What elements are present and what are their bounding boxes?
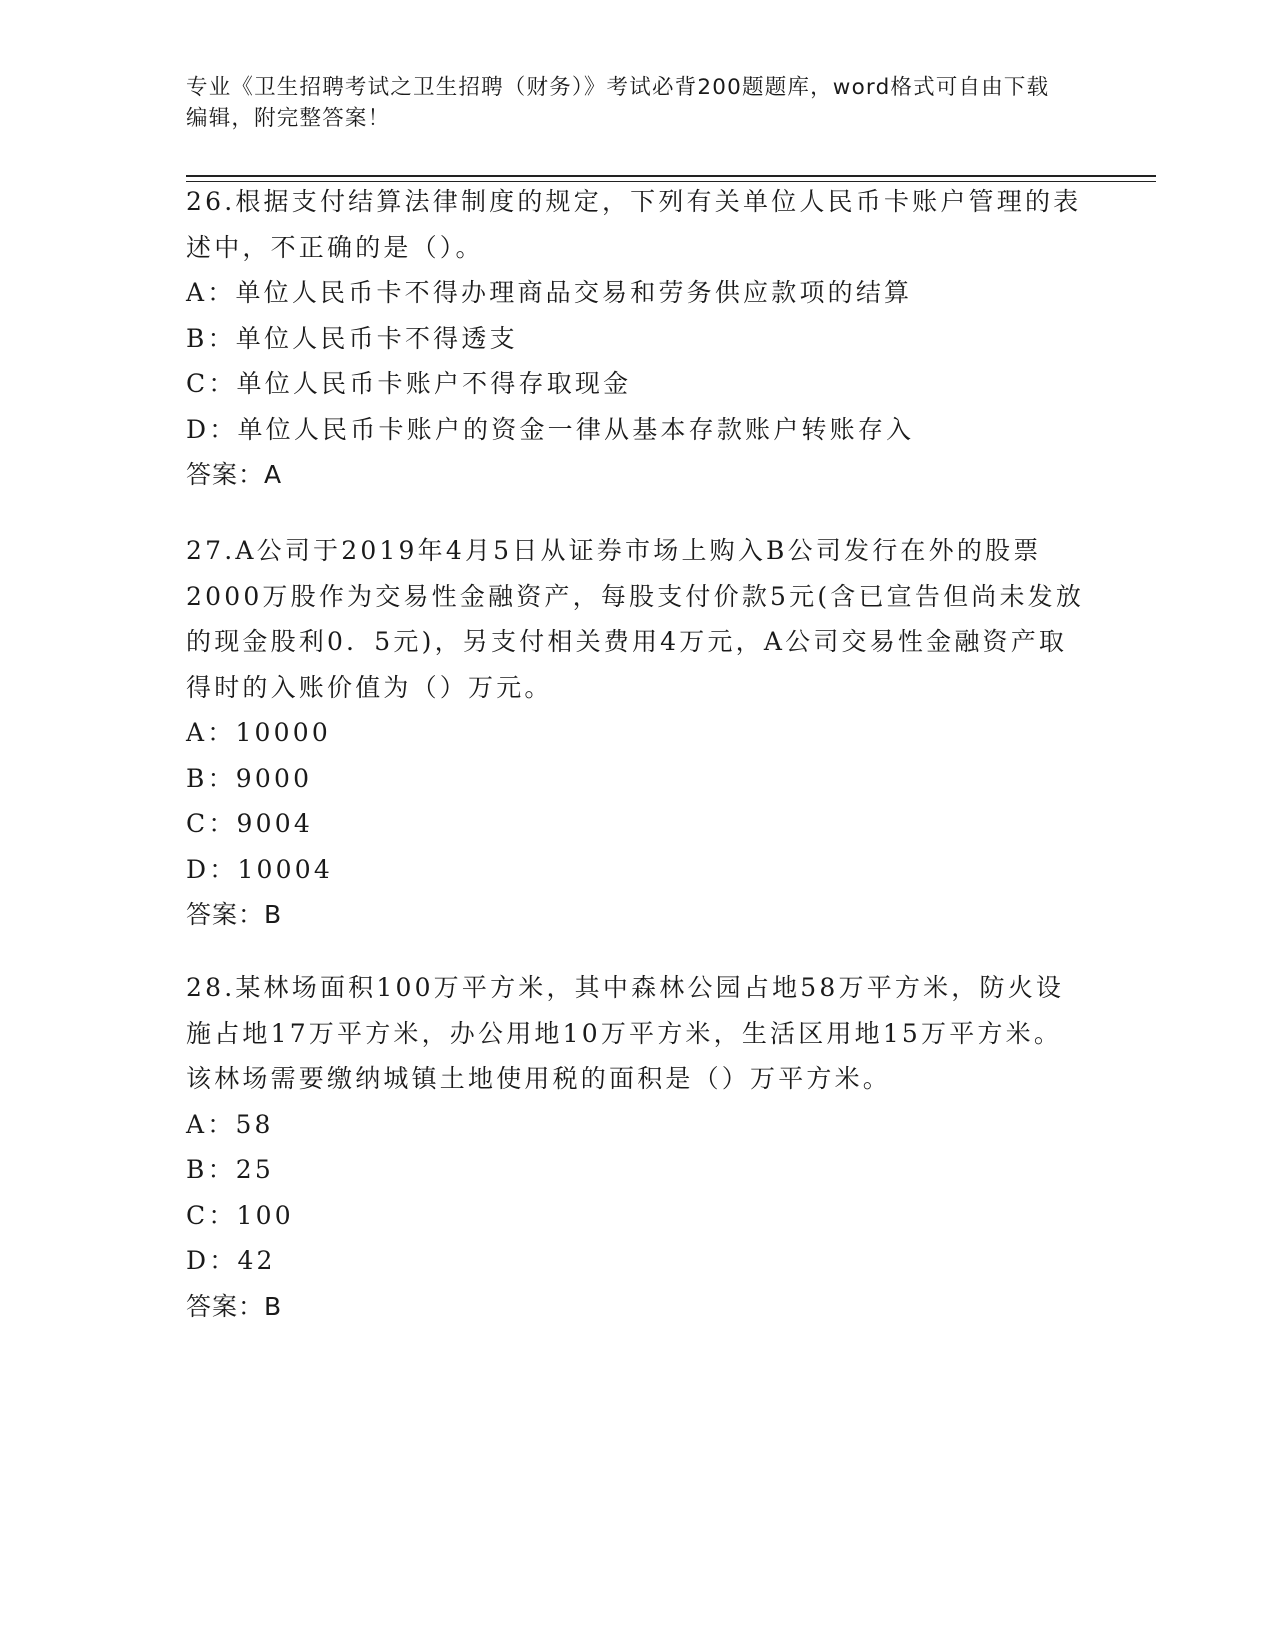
question-27 <box>186 528 1086 938</box>
header-divider-thick <box>186 175 1156 177</box>
option-c: C：单位人民币卡账户不得存取现金 <box>186 369 632 398</box>
option-d: D：10004 <box>186 854 333 884</box>
option-b: B：单位人民币卡不得透支 <box>186 323 518 353</box>
question-stem: 26.根据支付结算法律制度的规定，下列有关单位人民币卡账户管理的表述中，不正确的是（）。 <box>186 187 1082 262</box>
option-a: A：10000 <box>186 718 331 747</box>
option-b: B：9000 <box>186 763 313 793</box>
answer-text: 答案：B <box>186 900 283 929</box>
document-header: 专业《卫生招聘考试之卫生招聘（财务）》考试必背200题题库，word格式可自由下载编辑，附完整答案！ <box>186 75 1050 131</box>
option-a: A：58 <box>186 1109 274 1139</box>
option-d: D：42 <box>186 1246 276 1275</box>
answer-text: 答案：B <box>186 1291 283 1321</box>
option-c: C：100 <box>186 1200 294 1230</box>
option-b: B：25 <box>186 1155 274 1184</box>
question-stem: 28.某林场面积100万平方米，其中森林公园占地58万平方米，防火设施占地17万平方米，办公用地10万平方米，生活区用地15万平方米。该林场需要缴纳城镇土地使用税的面积是（）万平方米。 <box>186 973 1065 1093</box>
option-d: D：单位人民币卡账户的资金一律从基本存款账户转账存入 <box>186 414 915 444</box>
question-28 <box>186 965 1086 1329</box>
option-a: A：单位人民币卡不得办理商品交易和劳务供应款项的结算 <box>186 278 913 307</box>
answer-text: 答案：A <box>186 460 283 489</box>
question-26 <box>186 179 1086 498</box>
question-stem: 27.A公司于2019年4月5日从证券市场上购入B公司发行在外的股票2000万股作为交易性金融资产，每股支付价款5元(含已宣告但尚未发放的现金股利0．5元)，另支付相关费用4万元，A公司交易性金融资产取得时的入账价值为（）万元。 <box>186 536 1085 702</box>
option-c: C：9004 <box>186 809 313 838</box>
